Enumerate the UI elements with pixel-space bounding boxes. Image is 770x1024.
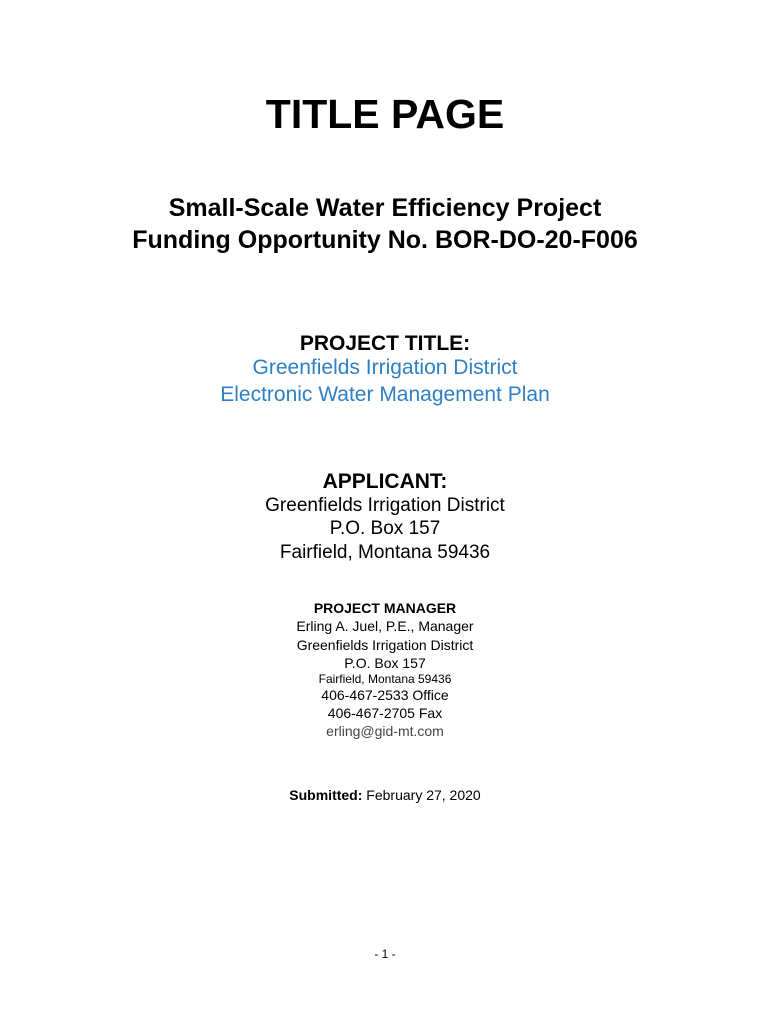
submitted-line xyxy=(0,788,770,802)
applicant-line-1: Greenfields Irrigation District xyxy=(265,495,505,516)
subtitle-line-2: Funding Opportunity No. BOR-DO-20-F006 xyxy=(132,226,638,254)
applicant-line-3: Fairfield, Montana 59436 xyxy=(279,542,491,563)
project-title-label: PROJECT TITLE: xyxy=(299,332,471,355)
project-manager-organization: Greenfields Irrigation District xyxy=(296,637,474,653)
submitted-label: Submitted: xyxy=(289,787,363,803)
project-title-line-1: Greenfields Irrigation District xyxy=(252,356,518,379)
submitted-date: February 27, 2020 xyxy=(366,787,481,803)
project-manager-label: PROJECT MANAGER xyxy=(313,600,457,616)
subtitle-line-1: Small-Scale Water Efficiency Project xyxy=(168,194,602,222)
project-manager-name: Erling A. Juel, P.E., Manager xyxy=(296,618,474,634)
project-manager-email: erling@gid-mt.com xyxy=(326,723,444,739)
project-title-line-2: Electronic Water Management Plan xyxy=(220,383,550,406)
project-manager-po-box: P.O. Box 157 xyxy=(344,655,426,671)
project-manager-fax: 406-467-2705 Fax xyxy=(327,705,443,721)
project-manager-office-phone: 406-467-2533 Office xyxy=(321,687,449,703)
project-manager-city: Fairfield, Montana 59436 xyxy=(318,672,452,686)
applicant-line-2: P.O. Box 157 xyxy=(329,518,441,539)
page-heading: TITLE PAGE xyxy=(265,91,505,137)
page-number: - 1 - xyxy=(374,947,396,961)
applicant-label: APPLICANT: xyxy=(322,470,448,493)
